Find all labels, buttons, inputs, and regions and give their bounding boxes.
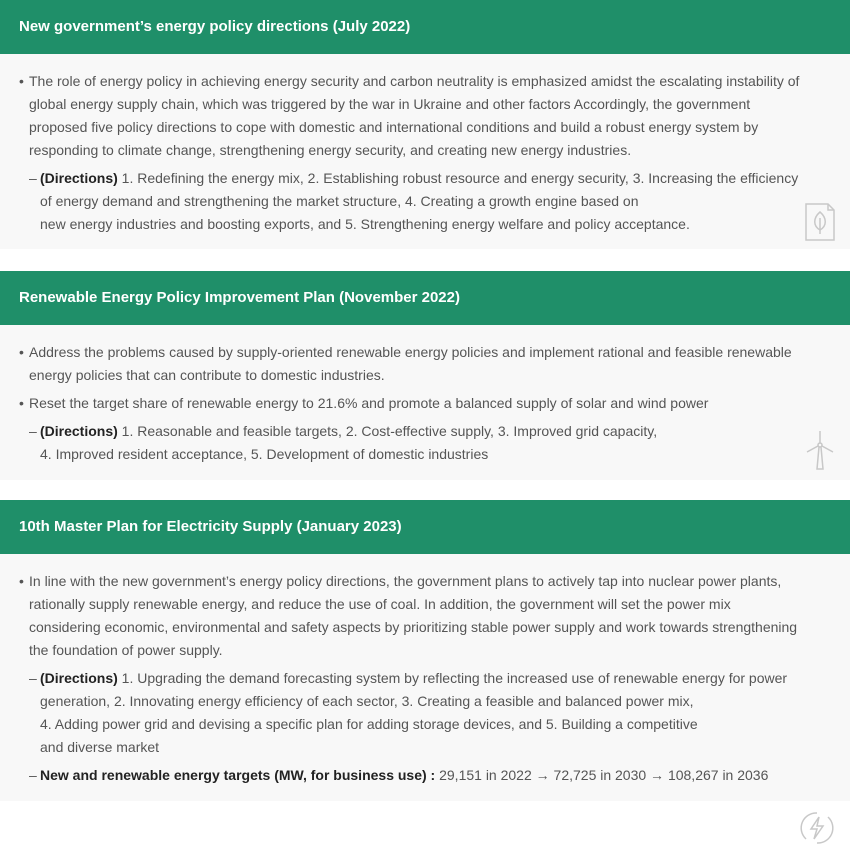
bullet: • — [19, 573, 24, 589]
paragraph-line: global energy supply chain, which was triggered by the war in Ukraine and other factors Accordingly, the government — [29, 96, 751, 112]
section-body — [0, 54, 850, 249]
directions-line — [40, 670, 787, 686]
paragraph-line: In line with the new government’s energy policy directions, the government plans to actively tap into nuclear power plants, — [29, 573, 782, 589]
paragraph-line: energy policies that can contribute to domestic industries. — [29, 367, 385, 383]
paragraph-line: proposed five policy directions to cope with domestic and international conditions and build a robust energy system by — [29, 119, 759, 135]
directions-line — [40, 170, 798, 186]
targets-value: 29,151 in 2022 → 72,725 in 2030 → 108,267 in 2036 — [435, 767, 769, 783]
directions-line: of energy demand and strengthening the market structure, 4. Creating a growth engine based on — [40, 193, 639, 209]
section-renewable-policy-plan — [0, 271, 850, 480]
dash-marker: – — [29, 423, 37, 439]
section-electricity-master-plan — [0, 500, 850, 801]
section-title: 10th Master Plan for Electricity Supply (January 2023) — [0, 500, 850, 554]
directions-label: (Directions) — [40, 423, 118, 439]
dash-marker: – — [29, 170, 37, 186]
directions-line: 4. Improved resident acceptance, 5. Development of domestic industries — [40, 446, 489, 462]
lightning-circle-icon — [798, 809, 836, 847]
directions-text: 1. Upgrading the demand forecasting system by reflecting the increased use of renewable energy for power — [117, 670, 788, 686]
paragraph-line: Address the problems caused by supply-oriented renewable energy policies and implement rational and feasible renewable — [29, 344, 792, 360]
dash-marker: – — [29, 767, 37, 783]
directions-label: (Directions) — [40, 670, 118, 686]
directions-text: 1. Redefining the energy mix, 2. Establishing robust resource and energy security, 3. Increasing the efficiency — [117, 170, 799, 186]
paragraph-line: the foundation of power supply. — [29, 642, 223, 658]
targets-line — [40, 767, 768, 783]
bullet: • — [19, 344, 24, 360]
directions-line: 4. Adding power grid and devising a specific plan for adding storage devices, and 5. Building a competitive — [40, 716, 698, 732]
directions-line: generation, 2. Innovating energy efficiency of each sector, 3. Creating a feasible and balanced power mix, — [40, 693, 694, 709]
paragraph-line: responding to climate change, strengthening energy security, and creating new energy industries. — [29, 142, 632, 158]
paragraph-line: rationally supply renewable energy, and reduce the use of coal. In addition, the government will set the power mix — [29, 596, 731, 612]
section-energy-policy-directions — [0, 0, 850, 249]
section-title: New government’s energy policy directions (July 2022) — [0, 0, 850, 54]
section-body — [0, 554, 850, 801]
bullet: • — [19, 73, 24, 89]
paragraph-line: Reset the target share of renewable energy to 21.6% and promote a balanced supply of solar and wind power — [29, 395, 709, 411]
directions-label: (Directions) — [40, 170, 118, 186]
directions-line: and diverse market — [40, 739, 160, 755]
section-title: Renewable Energy Policy Improvement Plan (November 2022) — [0, 271, 850, 325]
directions-text: 1. Reasonable and feasible targets, 2. Cost-effective supply, 3. Improved grid capacity, — [117, 423, 658, 439]
paragraph-line: considering economic, environmental and safety aspects by prioritizing stable power supply and work towards strengthening — [29, 619, 798, 635]
directions-line: new energy industries and boosting exports, and 5. Strengthening energy welfare and policy acceptance. — [40, 216, 690, 232]
wind-turbine-icon — [803, 429, 837, 471]
directions-line — [40, 423, 657, 439]
section-body — [0, 325, 850, 480]
leaf-document-icon — [804, 202, 836, 242]
bullet: • — [19, 395, 24, 411]
dash-marker: – — [29, 670, 37, 686]
paragraph-line: The role of energy policy in achieving energy security and carbon neutrality is emphasized amidst the escalating instability of — [29, 73, 800, 89]
targets-label: New and renewable energy targets (MW, for business use) : — [40, 767, 436, 783]
